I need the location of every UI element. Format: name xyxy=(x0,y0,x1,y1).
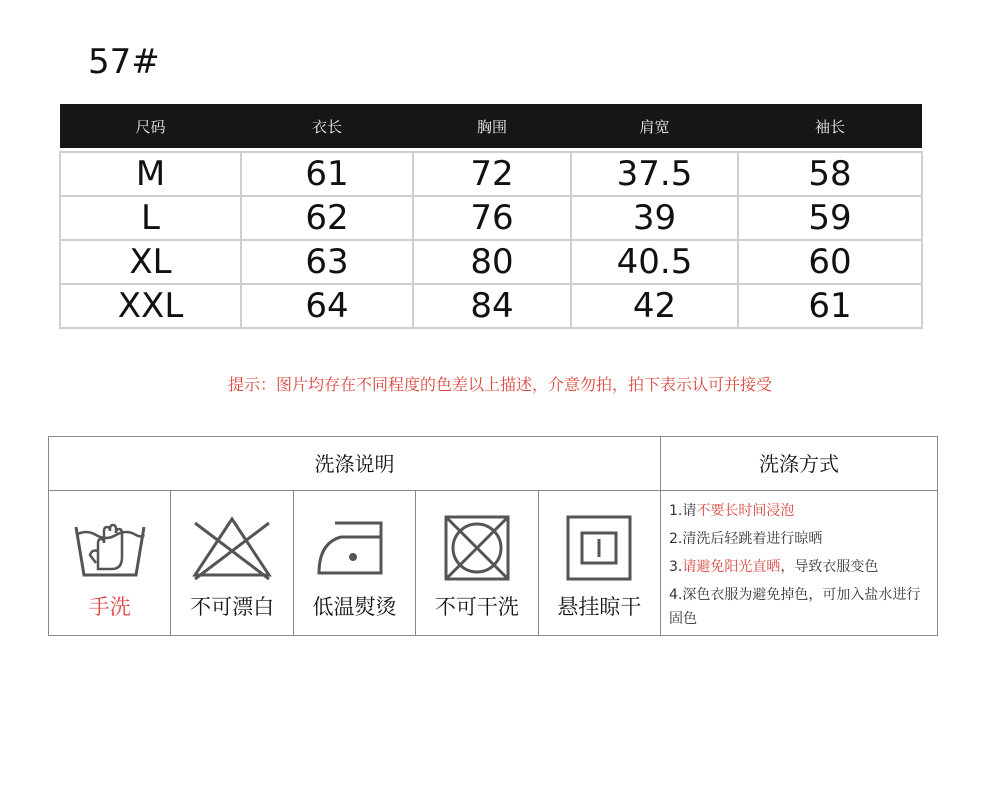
care-symbol-hang-dry xyxy=(539,491,661,635)
table-row xyxy=(60,196,922,240)
wash-care-panel xyxy=(48,436,938,636)
care-symbol-no-bleach xyxy=(171,491,293,635)
table-row xyxy=(60,240,922,284)
wash-method-title: 洗涤方式 xyxy=(661,437,937,491)
size-cell: XL xyxy=(60,240,241,284)
care-symbols xyxy=(49,491,661,635)
table-row xyxy=(60,284,922,328)
header-sleeve: 袖长 xyxy=(738,104,922,148)
length-cell: 64 xyxy=(241,284,413,328)
length-cell: 63 xyxy=(241,240,413,284)
care-symbol-hand-wash xyxy=(49,491,171,635)
shoulder-cell: 39 xyxy=(571,196,738,240)
care-symbol-no-dry-clean xyxy=(416,491,538,635)
care-label: 悬挂晾干 xyxy=(557,595,642,619)
no-bleach-icon xyxy=(187,513,277,583)
hand-wash-icon xyxy=(70,513,150,583)
chest-cell: 72 xyxy=(413,152,571,196)
care-label: 不可干洗 xyxy=(434,595,519,619)
wash-instructions-title: 洗涤说明 xyxy=(49,437,661,491)
sleeve-cell: 59 xyxy=(738,196,922,240)
sleeve-cell: 60 xyxy=(738,240,922,284)
size-table xyxy=(59,104,923,329)
header-shoulder: 肩宽 xyxy=(571,104,738,148)
header-length: 衣长 xyxy=(241,104,413,148)
wash-instructions-list xyxy=(669,497,931,631)
care-label: 不可漂白 xyxy=(190,595,275,619)
sleeve-cell: 61 xyxy=(738,284,922,328)
care-symbol-low-iron xyxy=(294,491,416,635)
chest-cell: 80 xyxy=(413,240,571,284)
model-code: 57# xyxy=(88,42,160,82)
header-size: 尺码 xyxy=(60,104,241,148)
length-cell: 61 xyxy=(241,152,413,196)
color-difference-note: 提示：图片均存在不同程度的色差以上描述，介意勿拍，拍下表示认可并接受 xyxy=(227,375,772,394)
sleeve-cell: 58 xyxy=(738,152,922,196)
chest-cell: 84 xyxy=(413,284,571,328)
chest-cell: 76 xyxy=(413,196,571,240)
low-iron-icon xyxy=(313,513,397,583)
shoulder-cell: 40.5 xyxy=(571,240,738,284)
size-cell: L xyxy=(60,196,241,240)
size-cell: XXL xyxy=(60,284,241,328)
size-cell: M xyxy=(60,152,241,196)
care-label: 手洗 xyxy=(88,595,131,619)
instruction-item: 1.请不要长时间浸泡 xyxy=(669,503,795,519)
shoulder-cell: 42 xyxy=(571,284,738,328)
instruction-item: 3.请避免阳光直晒，导致衣服变色 xyxy=(669,559,879,575)
table-row xyxy=(60,152,922,196)
shoulder-cell: 37.5 xyxy=(571,152,738,196)
header-chest: 胸围 xyxy=(413,104,571,148)
length-cell: 62 xyxy=(241,196,413,240)
size-table-header-row xyxy=(60,104,922,148)
care-label: 低温熨烫 xyxy=(312,595,397,619)
no-dry-clean-icon xyxy=(442,513,512,583)
instruction-item: 2.清洗后轻跳着进行晾晒 xyxy=(669,531,823,547)
instruction-item: 4.深色衣服为避免掉色，可加入盐水进行固色 xyxy=(669,587,921,627)
hang-dry-icon xyxy=(564,513,634,583)
